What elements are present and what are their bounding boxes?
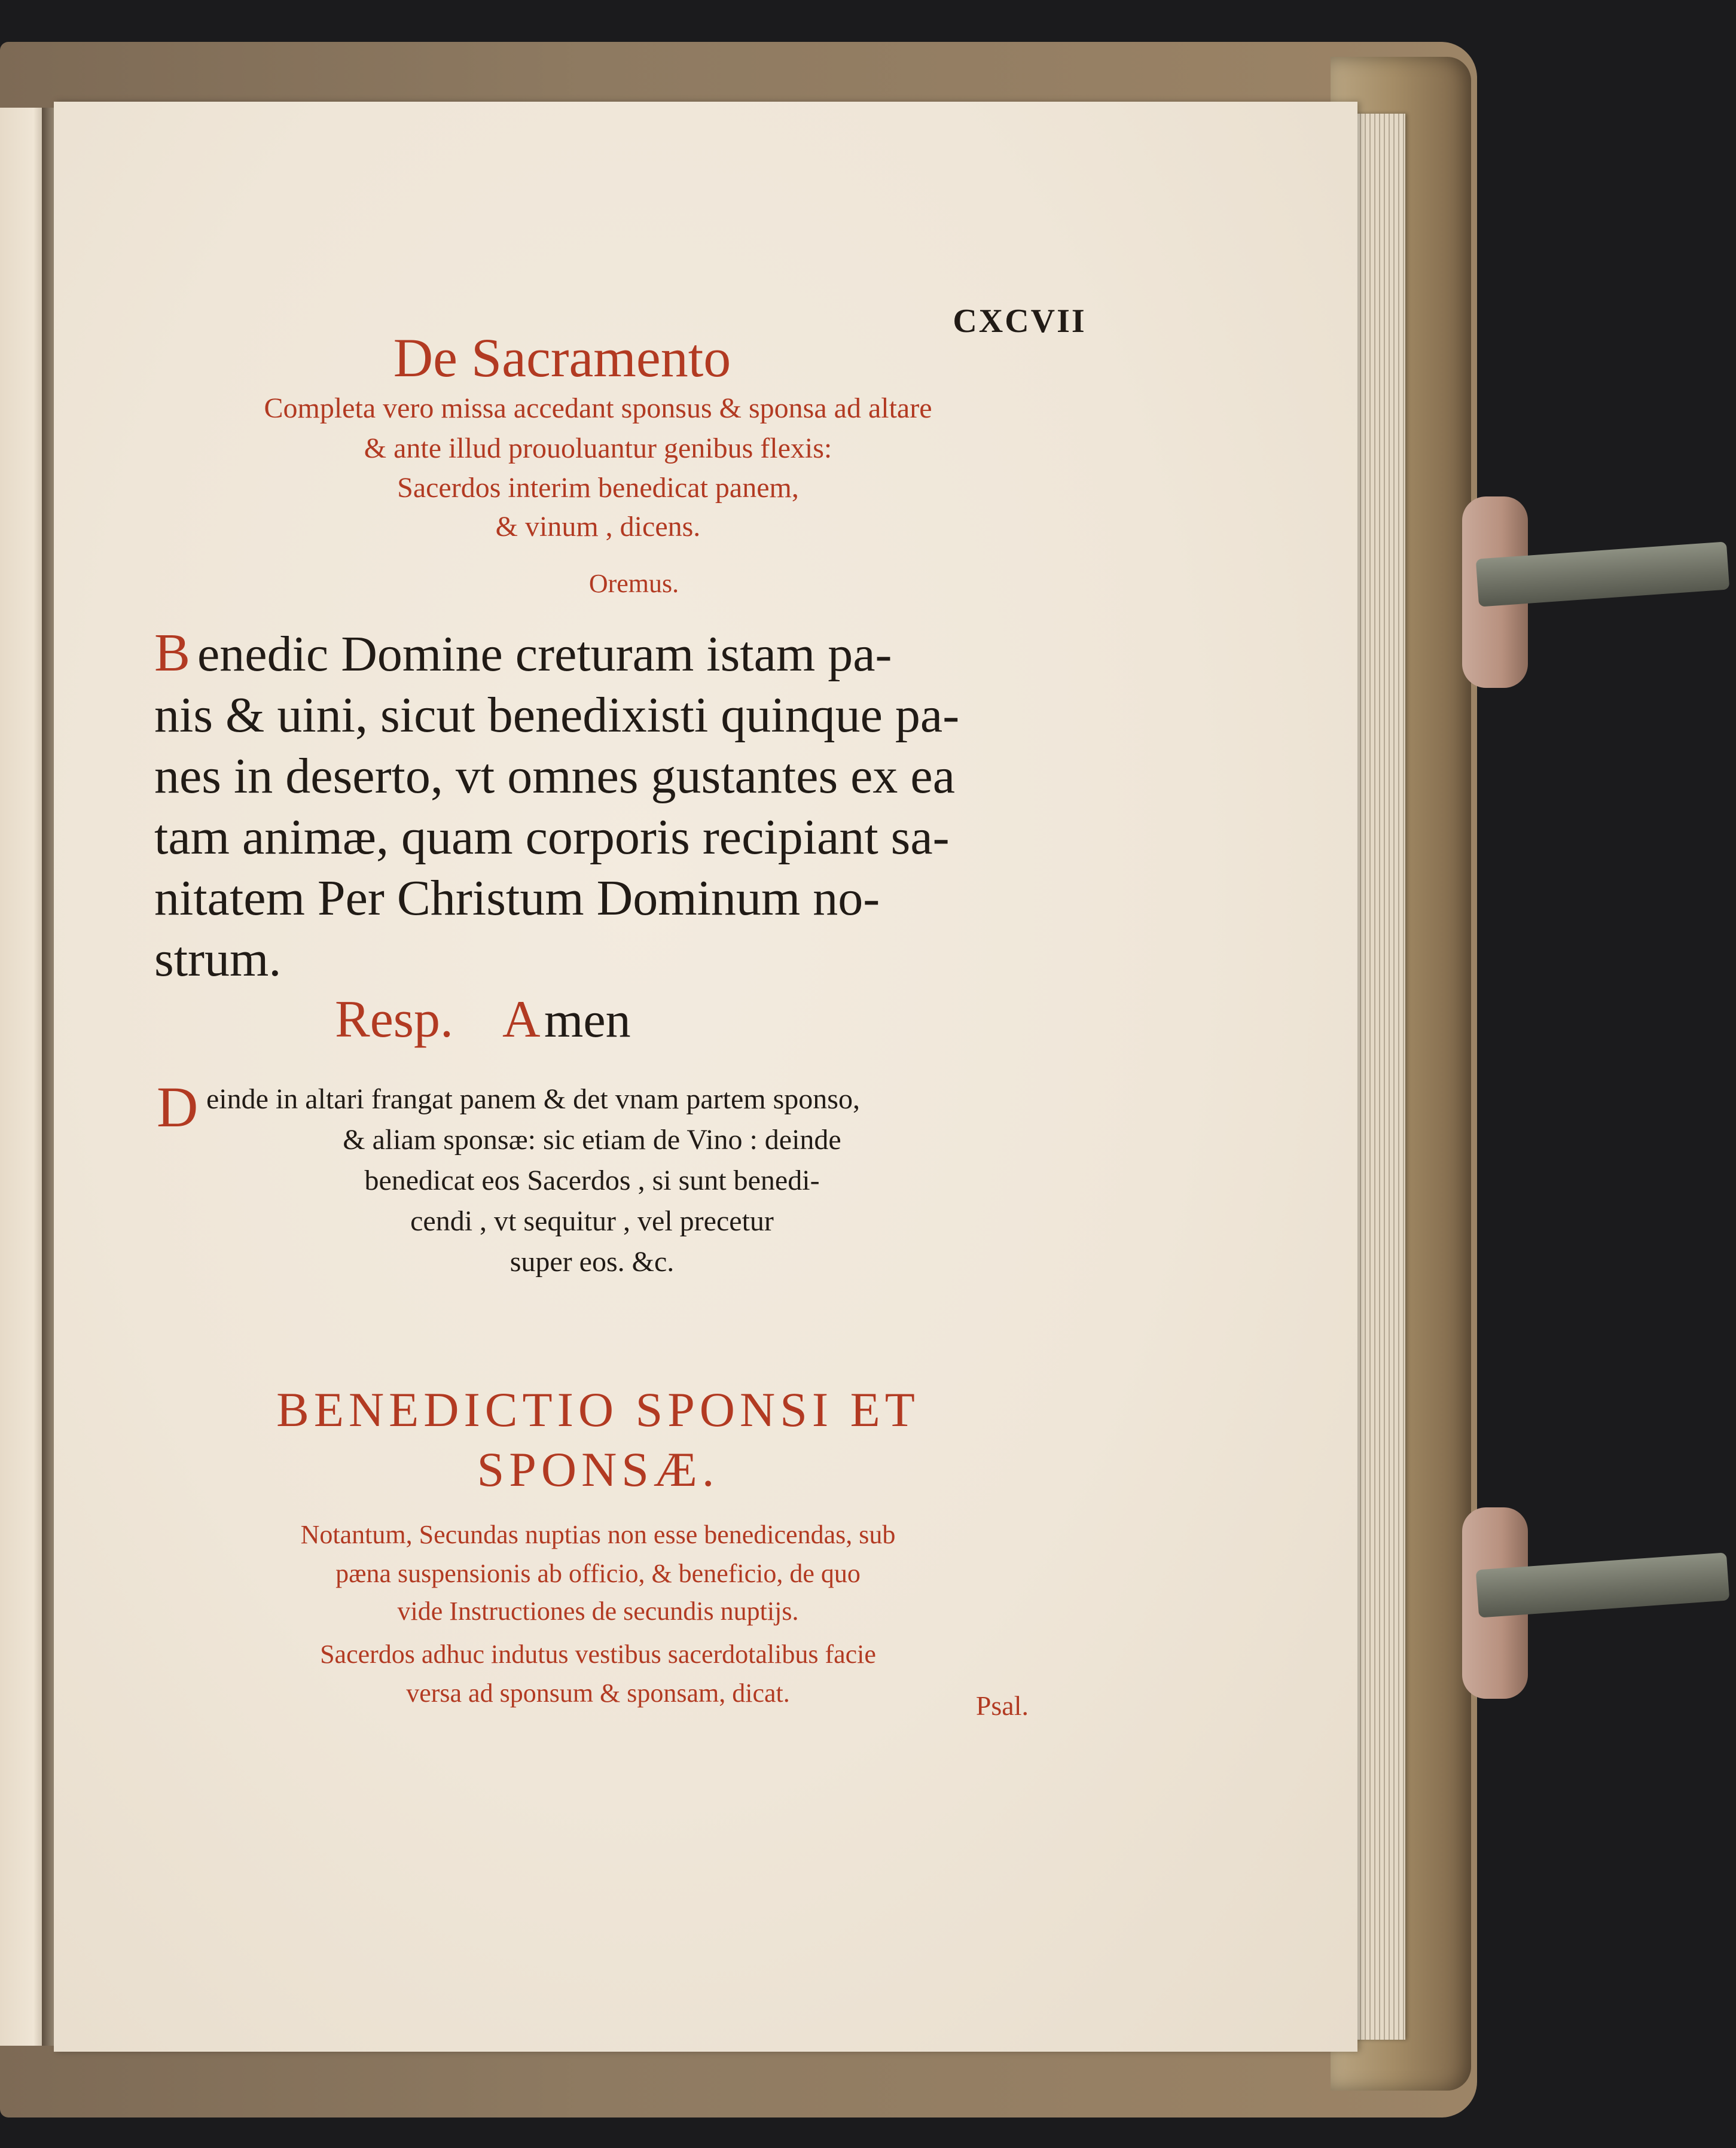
prayer-line: tam animæ, quam corporis recipiant sa- — [154, 809, 950, 865]
instruction-initial: D — [157, 1075, 199, 1139]
instruction-line: & aliam sponsæ: sic etiam de Vino : deinde — [343, 1124, 841, 1156]
prayer-line: nes in deserto, vt omnes gustantes ex ea — [154, 748, 955, 804]
rubric-note: Sacerdos adhuc indutus vestibus sacerdotalibus facie — [320, 1640, 876, 1669]
section-heading: SPONSÆ. — [477, 1442, 719, 1497]
rubric-note: pæna suspensionis ab officio, & beneficio, de quo — [335, 1559, 861, 1588]
folio-number: CXCVII — [953, 303, 1087, 340]
instruction-line: cendi , vt sequitur , vel precetur — [410, 1205, 774, 1237]
page-edges — [1351, 114, 1405, 2040]
rubric-note: Notantum, Secundas nuptias non esse benedicendas, sub — [300, 1520, 896, 1549]
section-heading: BENEDICTIO SPONSI ET — [276, 1382, 920, 1437]
instruction-line: benedicat eos Sacerdos , si sunt benedi- — [364, 1165, 820, 1196]
prayer-line: nis & uini, sicut benedixisti quinque pa- — [154, 687, 960, 743]
prayer-line: strum. — [154, 931, 282, 987]
rubric-line: & ante illud prouoluantur genibus flexis: — [364, 432, 832, 464]
prayer-line: nitatem Per Christum Dominum no- — [154, 870, 880, 926]
rubric-line: Completa vero missa accedant sponsus & sponsa ad altare — [264, 392, 932, 424]
instruction-line: super eos. &c. — [509, 1246, 675, 1278]
catchword: Psal. — [975, 1690, 1029, 1721]
oremus-label: Oremus. — [588, 569, 679, 598]
rubric-note: vide Instructiones de secundis nuptijs. — [397, 1596, 799, 1626]
instruction-line: einde in altari frangat panem & det vnam partem sponso, — [206, 1083, 860, 1115]
page-title: De Sacramento — [393, 327, 731, 388]
rubric-line: Sacerdos interim benedicat panem, — [397, 472, 799, 504]
prayer-initial: B — [154, 623, 191, 683]
response-label: Resp. — [335, 991, 453, 1049]
rubric-note: versa ad sponsum & sponsam, dicat. — [406, 1678, 790, 1708]
amen-initial: A — [502, 991, 541, 1049]
amen-text: men — [544, 992, 631, 1048]
facing-page-edge — [0, 108, 48, 2046]
prayer-line: enedic Domine creturam istam pa- — [197, 626, 892, 682]
rubric-line: & vinum , dicens. — [495, 511, 701, 543]
